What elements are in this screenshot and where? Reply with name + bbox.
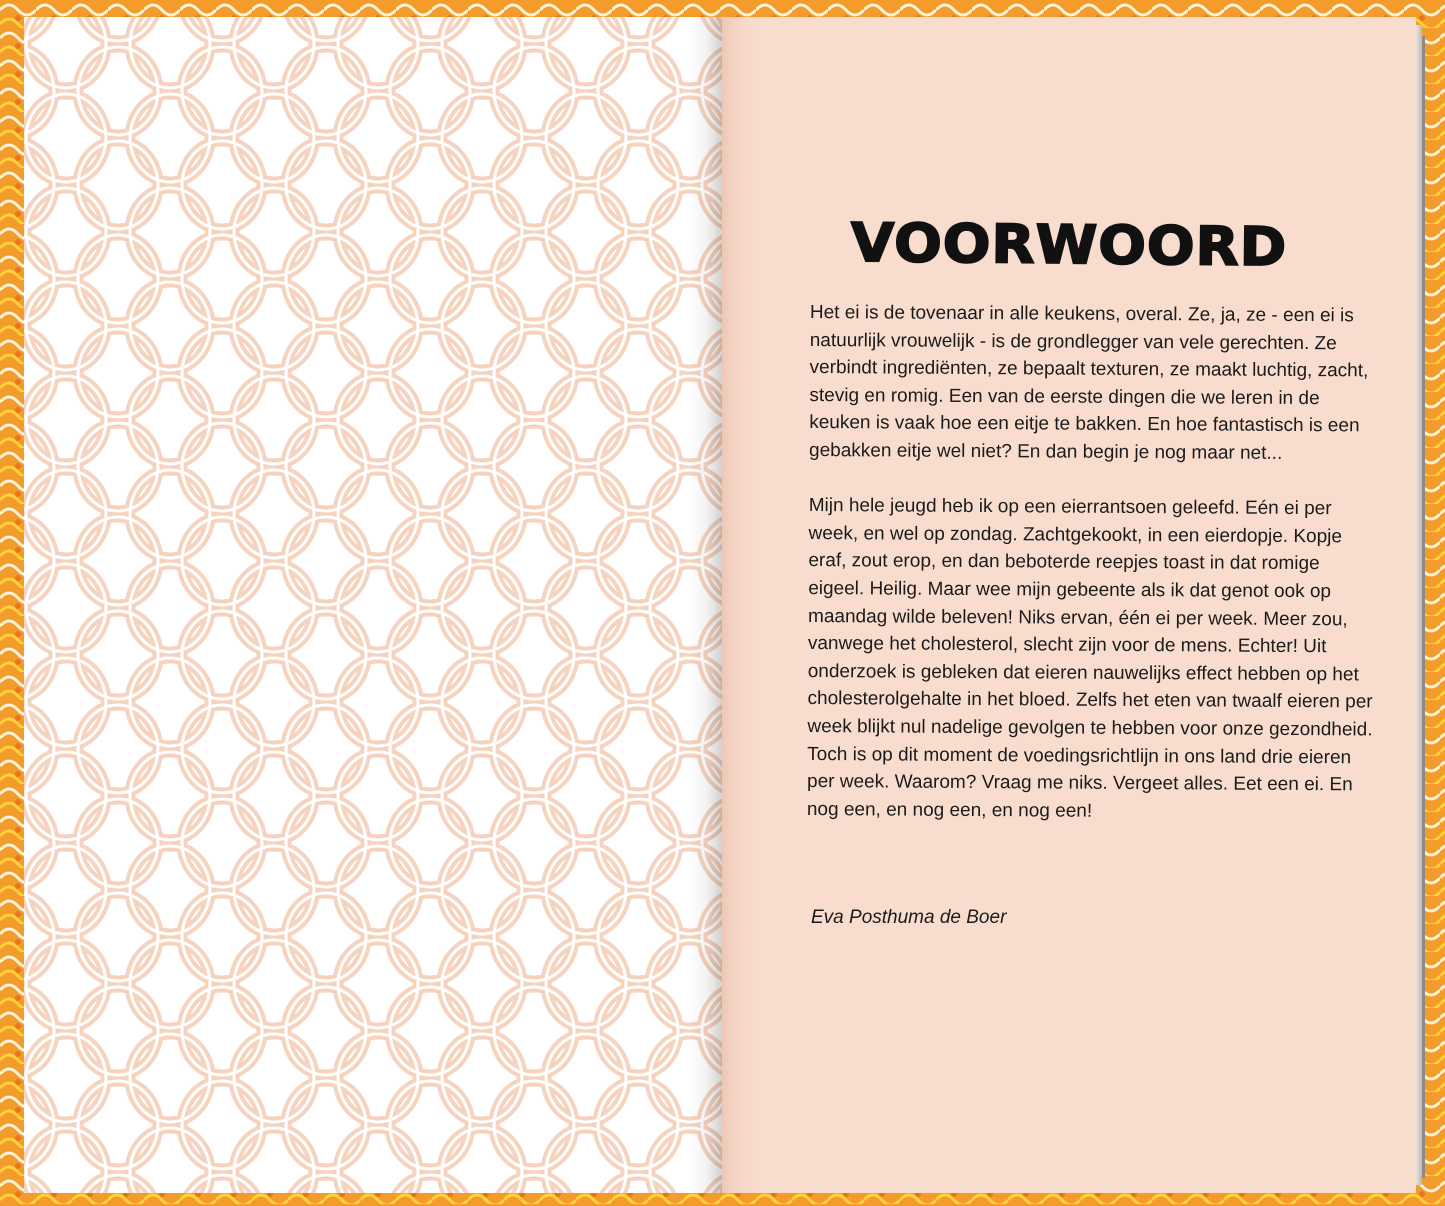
interlocking-ring-pattern	[24, 17, 722, 1193]
paragraph: Mijn hele jeugd heb ik op een eierrantsoen geleefd. Eén ei per week, en wel op zondag. Zachtgekookt, in een eierdopje. Kopje eraf, zout erop, en dan beboterde reepjes toast in dat romige eigeel. Heilig. Maar wee mijn gebeente als ik dat genot ook op maandag wilde beleven! Niks ervan, één ei per week. Meer zou, vanwege het cholesterol, slecht zijn voor de mens. Echter! Uit onderzoek is gebleken dat eieren nauwelijks effect hebben op het cholesterolgehalte in het bloed. Zelfs het eten van twaalf eieren per week blijkt nul nadelige gevolgen te hebben voor onze gezondheid. Toch is op dit moment de voedingsrichtlijn in ons land drie eieren per week. Waarom? Vraag me niks. Vergeet alles. Eet een ei. En nog een, en nog een, en nog een!	[806, 495, 1373, 822]
paragraph: Het ei is de tovenaar in alle keukens, overal. Ze, ja, ze - een ei is natuurlijk vrouwelijk - is de grondlegger van vele gerechten. Ze verbindt ingrediënten, ze bepaalt texturen, ze maakt luchtig, zacht, stevig en romig. Een van de eerste dingen die we leren in de keuken is vaak hoe een eitje te bakken. En hoe fantastisch is een gebakken eitje wel niet? En dan begin je nog maar net...	[809, 301, 1369, 464]
author-signature: Eva Posthuma de Boer	[811, 907, 1007, 928]
page-edge-shadow	[1422, 36, 1425, 1178]
left-page	[24, 17, 722, 1193]
page-title: VOORWOORD	[850, 212, 1288, 279]
foreword-body	[807, 299, 1376, 854]
right-page	[722, 17, 1416, 1193]
